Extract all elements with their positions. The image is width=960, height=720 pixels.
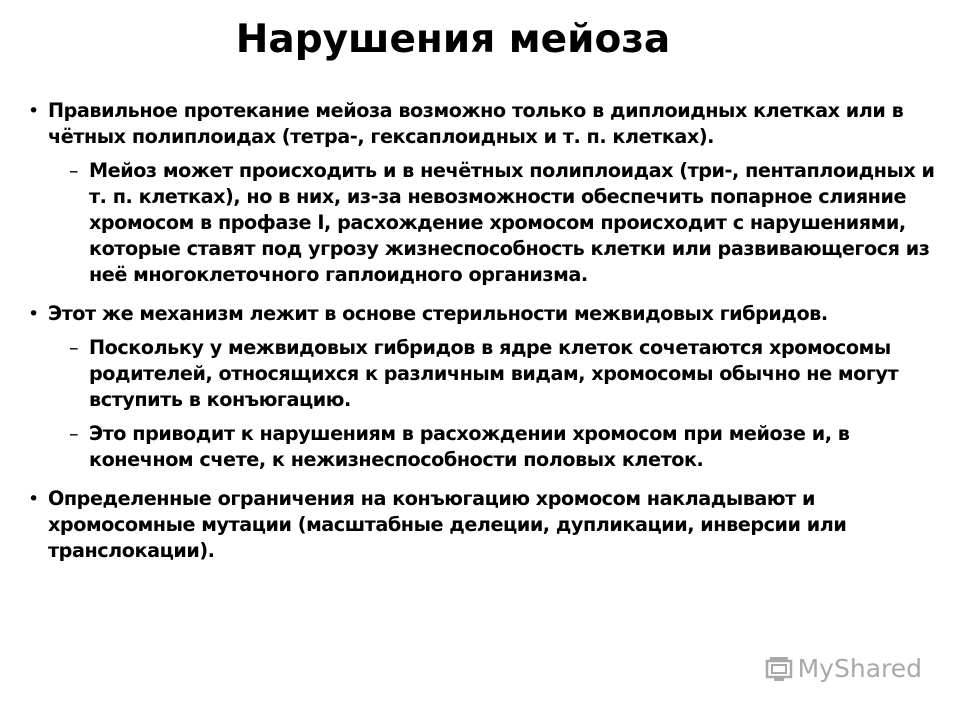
sub-bullet-text: Поскольку у межвидовых гибридов в ядре клеток сочетаются хромосомы родителей, относящихся к различным видам, хромосомы обычно не могут вступить в конъюгацию.	[89, 336, 899, 411]
bullet-item	[28, 486, 954, 564]
bullet-marker: •	[28, 488, 39, 510]
myshared-logo-icon	[764, 655, 794, 683]
sub-bullet-text: Мейоз может происходить и в нечётных полиплоидах (три-, пентаплоидных и т. п. клетках), но в них, из-за невозможности обеспечить попарное слияние хромосом в профазе I, расхождение хромосом происходит с нарушениями, которые ставят под угрозу жизнеспособность клетки или развивающегося из неё многоклеточного гаплоидного организма.	[89, 159, 935, 286]
slide-title: Нарушения мейоза	[235, 17, 671, 62]
sub-bullet-marker: –	[69, 159, 79, 182]
sub-bullet-item	[28, 421, 954, 473]
bullet-item	[28, 98, 954, 150]
watermark-text: MyShared	[797, 654, 922, 683]
bullet-text: Правильное протекание мейоза возможно только в диплоидных клетках или в чётных полиплоидах (тетра-, гексаплоидных и т. п. клетках).	[48, 99, 904, 148]
sub-bullet-text: Это приводит к нарушениям в расхождении хромосом при мейозе и, в конечном счете, к нежизнеспособности половых клеток.	[89, 422, 850, 471]
watermark	[764, 654, 922, 683]
sub-bullet-marker: –	[69, 422, 79, 445]
bullet-text: Определенные ограничения на конъюгацию хромосом накладывают и хромосомные мутации (масштабные делеции, дупликации, инверсии или транслокации).	[48, 487, 847, 562]
bullet-marker: •	[28, 100, 39, 122]
bullet-list	[28, 98, 954, 564]
sub-bullet-item	[28, 335, 954, 413]
sub-bullet-item	[28, 158, 954, 288]
sub-bullet-marker: –	[69, 336, 79, 359]
bullet-text: Этот же механизм лежит в основе стерильности межвидовых гибридов.	[48, 302, 828, 325]
bullet-item	[28, 301, 954, 327]
bullet-marker: •	[28, 303, 39, 325]
